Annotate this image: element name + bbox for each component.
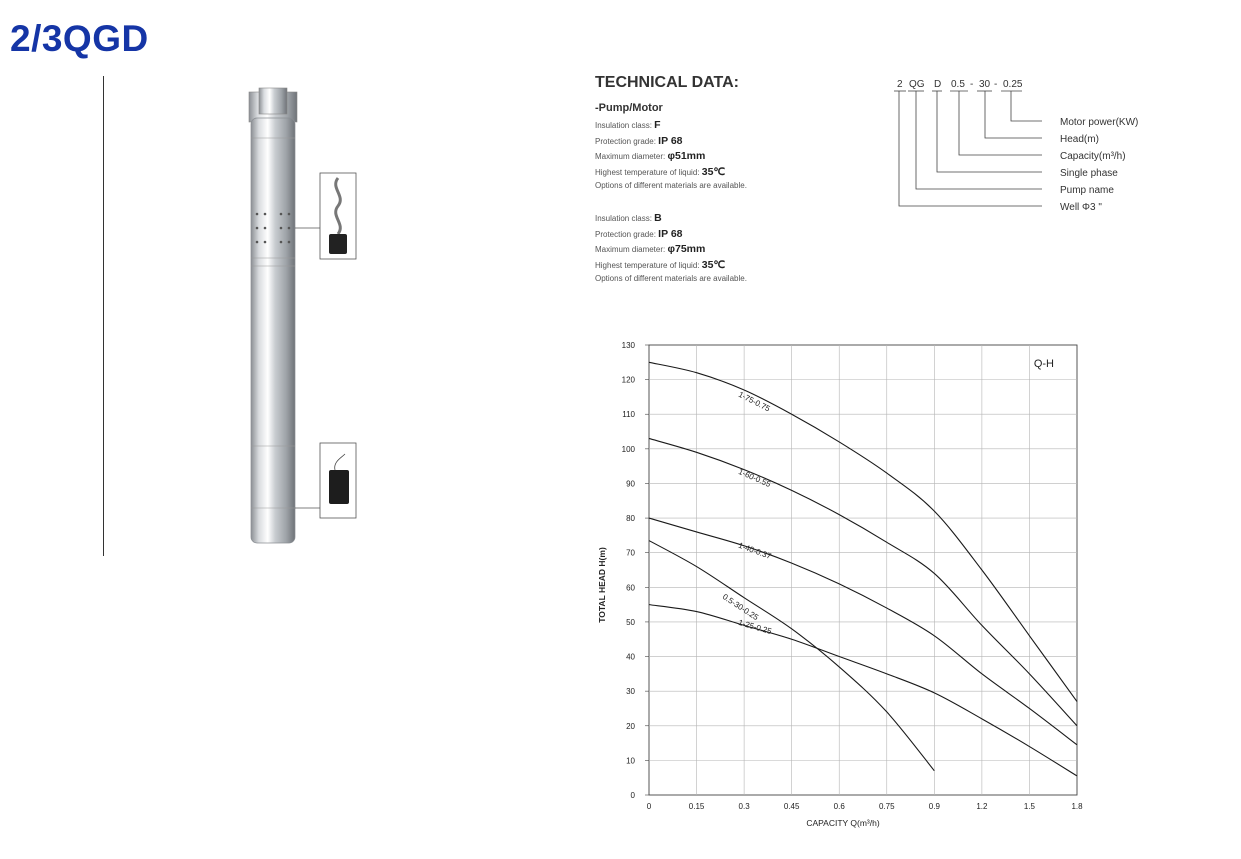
x-tick-label: 1.5 xyxy=(1023,802,1036,811)
y-tick-label: 40 xyxy=(626,652,635,662)
spec-label: Protection grade: xyxy=(595,136,656,146)
qh-chart xyxy=(590,335,1100,840)
spec-label: Highest temperature of liquid: xyxy=(595,260,700,270)
code-legend-item: Pump name xyxy=(1060,185,1114,196)
series-line-1-25-0.25 xyxy=(649,605,1077,776)
y-tick-label: 30 xyxy=(626,687,635,697)
spec-note: Options of different materials are available. xyxy=(595,181,747,190)
spec-label: Insulation class: xyxy=(595,121,652,130)
spec-value: B xyxy=(654,212,662,224)
spec-row xyxy=(595,258,895,274)
y-tick-label: 70 xyxy=(626,548,635,558)
pump-motor-subheading: -Pump/Motor xyxy=(595,102,663,114)
spec-label: Insulation class: xyxy=(595,214,652,223)
x-tick-label: 0.9 xyxy=(928,802,940,811)
y-tick-label: 80 xyxy=(626,514,635,524)
spec-group-1 xyxy=(595,118,895,191)
code-part: 0.25 xyxy=(1003,79,1023,90)
spec-value: φ51mm xyxy=(667,150,706,162)
x-tick-label: 0.3 xyxy=(738,802,750,811)
code-legend-item: Well Φ3 " xyxy=(1060,202,1102,213)
code-part: 2 xyxy=(897,79,903,90)
x-axis-label: CAPACITY Q(m³/h) xyxy=(806,818,880,828)
code-legend-item: Motor power(KW) xyxy=(1060,117,1139,128)
spec-row xyxy=(595,118,895,134)
spec-row xyxy=(595,211,895,227)
y-tick-label: 90 xyxy=(626,479,635,489)
spec-value: F xyxy=(654,119,661,131)
qh-chart-svg xyxy=(590,335,1100,835)
x-tick-label: 0.75 xyxy=(878,802,895,811)
series-line-1-75-0.75 xyxy=(649,362,1077,701)
y-tick-label: 130 xyxy=(621,341,635,350)
series-label: 0.5-30-0.25 xyxy=(720,592,761,623)
series-label: 1-60-0.55 xyxy=(737,467,773,490)
code-part: - xyxy=(970,79,974,90)
x-tick-label: 0.45 xyxy=(783,802,800,811)
spec-row xyxy=(595,149,895,165)
spec-label: Highest temperature of liquid: xyxy=(595,167,700,177)
spec-value: 35℃ xyxy=(701,165,726,178)
spec-group-2 xyxy=(595,211,895,284)
y-tick-label: 10 xyxy=(626,756,635,766)
y-tick-label: 0 xyxy=(630,791,635,800)
y-tick-label: 60 xyxy=(626,583,635,593)
code-part: 0.5 xyxy=(951,79,965,90)
chart-title: Q-H xyxy=(1033,358,1054,370)
y-tick-label: 110 xyxy=(622,410,635,420)
spec-label: Maximum diameter: xyxy=(595,152,666,161)
series-label: 1-75-0.75 xyxy=(736,389,772,414)
spec-row xyxy=(595,227,895,243)
spec-label: Protection grade: xyxy=(595,229,656,239)
series-line-1-40-0.37 xyxy=(649,518,1077,745)
x-tick-label: 0 xyxy=(646,802,652,811)
spec-value: 35℃ xyxy=(701,258,726,271)
page-title: 2/3QGD xyxy=(10,18,149,59)
x-tick-label: 0.6 xyxy=(833,802,845,811)
spec-label: Maximum diameter: xyxy=(595,245,666,254)
pump-product-image xyxy=(215,78,365,553)
spec-row xyxy=(595,242,895,258)
code-part: D xyxy=(934,79,942,90)
x-tick-label: 1.8 xyxy=(1071,802,1083,811)
y-tick-label: 20 xyxy=(626,721,635,731)
spec-value: φ75mm xyxy=(667,243,706,255)
y-tick-label: 50 xyxy=(626,617,635,627)
spec-note: Options of different materials are available. xyxy=(595,274,747,283)
model-code-diagram xyxy=(880,70,1180,220)
spec-value: IP 68 xyxy=(658,227,683,240)
spec-row xyxy=(595,165,895,181)
code-part: QG xyxy=(909,79,925,90)
code-part: 30 xyxy=(979,79,991,90)
series-label: 1-25-0.25 xyxy=(737,617,773,637)
series-label: 1-40-0.37 xyxy=(737,540,773,561)
code-part: - xyxy=(994,79,998,90)
technical-data xyxy=(595,74,895,284)
x-tick-label: 0.15 xyxy=(688,802,705,811)
code-legend-item: Capacity(m³/h) xyxy=(1060,151,1126,162)
plot-frame xyxy=(649,345,1077,795)
spec-value: IP 68 xyxy=(658,134,683,147)
x-tick-label: 1.2 xyxy=(976,802,988,811)
series-line-1-60-0.55 xyxy=(649,438,1077,725)
spec-row xyxy=(595,134,895,150)
y-axis-label: TOTAL HEAD H(m) xyxy=(597,547,607,623)
technical-heading: TECHNICAL DATA: xyxy=(595,74,739,91)
code-legend-item: Head(m) xyxy=(1060,134,1099,145)
y-tick-label: 120 xyxy=(621,375,635,385)
divider-line xyxy=(103,76,104,556)
y-tick-label: 100 xyxy=(621,444,635,454)
code-legend-item: Single phase xyxy=(1060,168,1118,179)
